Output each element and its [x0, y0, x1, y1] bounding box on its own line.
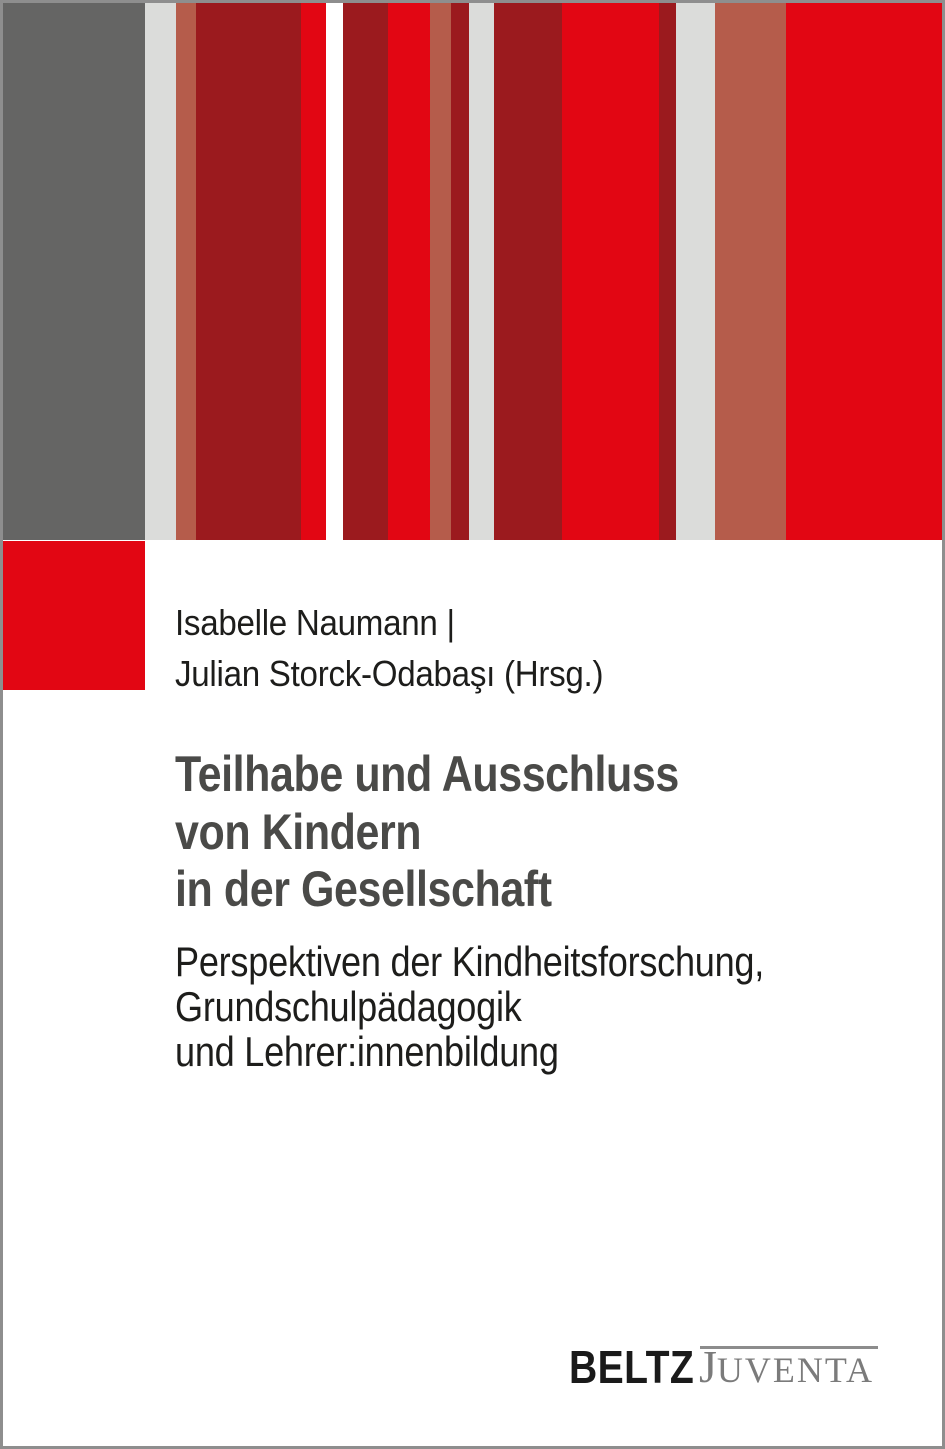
stripe — [659, 3, 676, 540]
title-line-1: Teilhabe und Ausschluss — [175, 746, 679, 802]
stripe — [451, 3, 469, 540]
stripe — [715, 3, 786, 540]
stripe — [786, 3, 942, 540]
stripe — [676, 3, 715, 540]
author-line-1: Isabelle Naumann | — [175, 602, 455, 643]
stripe — [343, 3, 388, 540]
author-line-2: Julian Storck-Odabaşı (Hrsg.) — [175, 653, 604, 694]
juventa-rest: UVENTA — [716, 1350, 874, 1390]
stripe — [3, 3, 145, 540]
title-line-2: von Kindern — [175, 803, 422, 860]
subtitle-line-2: Grundschulpädagogik — [175, 983, 522, 1030]
juventa-initial: J — [699, 1341, 717, 1392]
stripe — [494, 3, 562, 540]
stripe-band — [3, 3, 942, 540]
stripe — [562, 3, 659, 540]
stripe — [145, 3, 176, 540]
red-square — [3, 541, 145, 690]
publisher-logo — [569, 1341, 909, 1399]
stripe — [196, 3, 301, 540]
book-title — [175, 746, 679, 919]
stripe — [388, 3, 430, 540]
book-subtitle — [175, 939, 764, 1074]
stripe — [301, 3, 326, 540]
stripe — [469, 3, 494, 540]
stripe — [430, 3, 451, 540]
subtitle-line-3: und Lehrer:innenbildung — [175, 1028, 559, 1075]
authors — [175, 597, 603, 699]
subtitle-line-1: Perspektiven der Kindheitsforschung, — [175, 938, 765, 985]
juventa-wordmark — [699, 1341, 874, 1392]
stripe — [176, 3, 196, 540]
title-line-3: in der Gesellschaft — [175, 861, 552, 917]
beltz-wordmark: BELTZ — [569, 1341, 695, 1393]
